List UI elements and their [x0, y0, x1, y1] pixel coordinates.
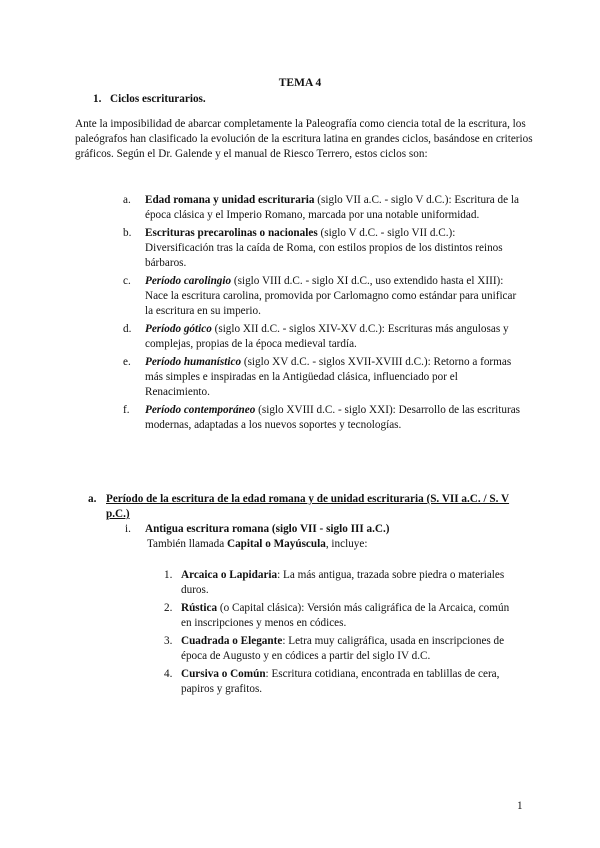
- list-marker: c.: [123, 275, 131, 287]
- list-marker: 3.: [164, 635, 173, 647]
- also-called-name: Capital o Mayúscula: [226, 538, 326, 550]
- also-called-prefix: También llamada: [147, 538, 227, 550]
- list-marker: e.: [123, 356, 131, 368]
- list-marker: a.: [123, 194, 131, 206]
- cycle-name: Período humanístico: [145, 356, 242, 368]
- section-heading-text: Ciclos escriturarios.: [110, 93, 206, 105]
- cycle-description: (siglo XII d.C. - siglos XIV-XV d.C.): Escrituras más angulosas y complejas, propias de la época medieval tardía.: [145, 323, 509, 350]
- section-heading-number: 1.: [93, 93, 102, 105]
- cycle-description: (siglo XV d.C. - siglos XVII-XVIII d.C.): Retorno a formas más simples e inspiradas en la Antigüedad clásica, influenciado por el Renacimiento.: [145, 356, 512, 398]
- cycle-name: Edad romana y unidad escrituraria: [145, 194, 315, 206]
- list-item: [123, 355, 523, 400]
- type-description: : La más antigua, trazada sobre piedra o materiales duros.: [181, 569, 505, 596]
- document-title: TEMA 4: [278, 77, 322, 89]
- list-item: [164, 568, 521, 598]
- list-marker: 4.: [164, 668, 173, 680]
- type-description: (o Capital clásica): Versión más caligráfica de la Arcaica, común en inscripciones y menos en códices.: [181, 602, 510, 629]
- sub-subsection-text: Antigua escritura romana (siglo VII - siglo III a.C.): [145, 523, 390, 535]
- also-called-suffix: , incluye:: [325, 538, 368, 550]
- section-heading: [93, 92, 206, 107]
- cycle-name: Escrituras precarolinas o nacionales: [145, 227, 318, 239]
- list-item: [123, 322, 523, 352]
- cycle-description: (siglo XVIII d.C. - siglo XXI): Desarrollo de las escrituras modernas, adaptadas a los nuevos soportes y tecnologías.: [145, 404, 521, 431]
- cycle-description: (siglo VIII d.C. - siglo XI d.C., uso extendido hasta el XIII): Nace la escritura carolina, promovida por Carlomagno como estándar para unificar la escritura en su imperio.: [145, 275, 517, 317]
- list-item: [164, 634, 521, 664]
- cycles-list: [123, 193, 523, 436]
- type-description: : Letra muy caligráfica, usada en inscripciones de época de Augusto y en códices a partir del siglo IV d.C.: [181, 635, 505, 662]
- list-item: [123, 193, 523, 223]
- list-item: [123, 274, 523, 319]
- subsection-heading-text: Período de la escritura de la edad romana y de unidad escrituraria (S. VII a.C. / S. V p.C.): [106, 493, 510, 520]
- list-marker: 2.: [164, 602, 173, 614]
- type-name: Arcaica o Lapidaria: [181, 569, 278, 581]
- subsection-heading: [88, 492, 533, 522]
- list-item: [123, 226, 523, 271]
- intro-paragraph: Ante la imposibilidad de abarcar completamente la Paleografía como ciencia total de la escritura, los paleógrafos han clasificado la evolución de la escritura latina en grandes ciclos, basándose en criterios gráficos. Según el Dr. Galende y el manual de Riesco Terrero, estos ciclos son:: [75, 118, 533, 160]
- cycle-description: (siglo VII a.C. - siglo V d.C.): Escritura de la época clásica y el Imperio Romano, marcada por una notable uniformidad.: [145, 194, 519, 221]
- sub-subsection-number: i.: [125, 523, 131, 535]
- type-name: Cursiva o Común: [181, 668, 266, 680]
- cycle-name: Período carolingio: [145, 275, 232, 287]
- sub-subsection-heading: [125, 522, 389, 537]
- page-number: 1: [517, 800, 523, 812]
- list-item: [164, 601, 521, 631]
- also-called-line: [147, 537, 367, 552]
- cycle-name: Período gótico: [145, 323, 212, 335]
- list-marker: b.: [123, 227, 132, 239]
- list-marker: 1.: [164, 569, 173, 581]
- list-marker: f.: [123, 404, 130, 416]
- cycle-name: Período contemporáneo: [145, 404, 256, 416]
- list-item: [123, 403, 523, 433]
- list-marker: d.: [123, 323, 132, 335]
- type-description: : Escritura cotidiana, encontrada en tablillas de cera, papiros y grafitos.: [181, 668, 500, 695]
- type-name: Rústica: [181, 602, 218, 614]
- list-item: [164, 667, 521, 697]
- cycle-description: (siglo V d.C. - siglo VII d.C.): Diversificación tras la caída de Roma, con estilos propios de los distintos reinos bárbaros.: [145, 227, 503, 269]
- type-name: Cuadrada o Elegante: [181, 635, 283, 647]
- types-list: [164, 568, 521, 700]
- subsection-heading-number: a.: [88, 493, 97, 505]
